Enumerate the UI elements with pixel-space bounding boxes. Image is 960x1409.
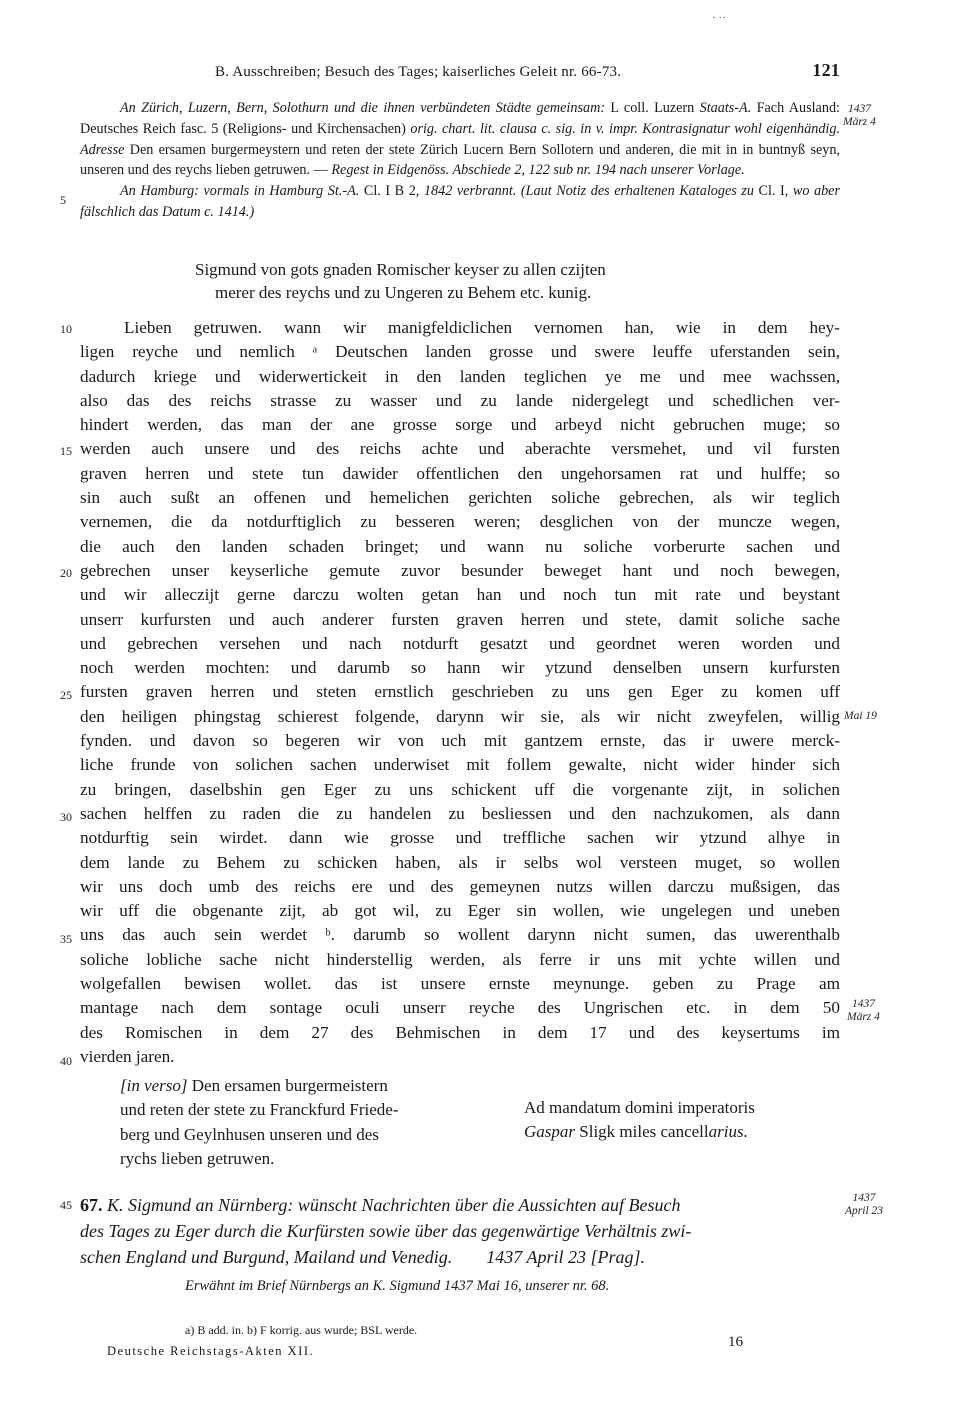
letter-line: wir uff die obgenante zijt, ab got wil, zu Eger sin wollen, wie ungelegen und uneben bbox=[80, 901, 840, 921]
letter-line: ligen reyche und nemlich ᵃ Deutschen landen grosse und swere leuffe uferstanden sein, bbox=[80, 342, 840, 362]
letter-line: hindert werden, das man der ane grosse sorge und arbeyd nicht gebruchen muge; so bbox=[80, 415, 840, 435]
letter-line: graven herren und stete tun dawider offentlichen den ungehorsamen rat und hulffe; so bbox=[80, 463, 840, 483]
letter-line: gebrechen unser keyserliche gemute zuvor besunder beweget hant und noch bewegen, bbox=[80, 560, 840, 580]
running-header bbox=[215, 60, 840, 81]
letter-line: wolgefallen bewisen wollet. das ist unsere ernste meynunge. geben zu Prage am bbox=[80, 974, 840, 994]
letter-line: werden auch unsere und des reichs achte und aberachte versmehet, und vil fursten bbox=[80, 439, 840, 459]
letter-line: mantage nach dem sontage oculi unserr reyche des Ungrischen etc. in dem 50 bbox=[80, 998, 840, 1018]
footer-title: Deutsche Reichstags-Akten XII. bbox=[107, 1344, 315, 1358]
margin-date-3: 1437 März 4 bbox=[847, 998, 880, 1023]
letter-line: des Romischen in dem 27 des Behmischen in dem 17 und des keysertums im bbox=[80, 1022, 840, 1042]
line-number-5: 5 bbox=[60, 193, 66, 207]
letter-line: die auch den landen schaden bringet; und wann nu soliche vorberurte sachen und bbox=[80, 536, 840, 556]
letter-body bbox=[80, 316, 840, 1069]
source-description bbox=[80, 98, 840, 223]
line-number-35: 35 bbox=[60, 932, 72, 946]
line-number-25: 25 bbox=[60, 688, 72, 702]
letter-line: fursten graven herren und steten ernstlich geschrieben zu uns gen Eger zu komen uff bbox=[80, 682, 840, 702]
margin-date-4: 1437 April 23 bbox=[845, 1192, 884, 1217]
letter-line: sin auch sußt an offenen und hemelichen gerichten soliche gebrechen, als wir teglich bbox=[80, 488, 840, 508]
footnotes: a) B add. in. b) F korrig. aus wurde; BSL werde. bbox=[185, 1323, 418, 1337]
line-number-45: 45 bbox=[60, 1198, 72, 1212]
intitulatio bbox=[195, 258, 755, 304]
line-number-10: 10 bbox=[60, 322, 72, 336]
entry-mention: Erwähnt im Brief Nürnbergs an K. Sigmund 1437 Mai 16, unserer nr. 68. bbox=[185, 1278, 610, 1294]
entry-number: 67. bbox=[80, 1195, 103, 1215]
entry-date: 1437 April 23 [Prag]. bbox=[486, 1247, 645, 1267]
letter-line: vernemen, die da notdurftiglich zu besseren weren; desglichen von der muncze wegen, bbox=[80, 512, 840, 532]
letter-line: fynden. und davon so begeren wir von uch mit gantzem ernste, das ir uwere merck- bbox=[80, 731, 840, 751]
letter-line: uns das auch sein werdet ᵇ. darumb so wollent darynn nicht sumen, das uwerenthalb bbox=[80, 925, 840, 945]
source-paragraph-2: An Hamburg: vormals in Hamburg St.-A. Cl. I B 2, 1842 verbrannt. (Laut Notiz des erhaltenen Kataloges zu Cl. I, wo aber fälschlich das Datum c. 1414.) bbox=[80, 183, 841, 220]
letter-line: notdurftig sein wirdet. dann wie grosse und treffliche sachen wir ytzund alhye in bbox=[80, 828, 840, 848]
letter-line: vierden jaren. bbox=[80, 1046, 175, 1066]
line-number-40: 40 bbox=[60, 1054, 72, 1068]
verso-address: [in verso] Den ersamen burgermeistern und reten der stete zu Franckfurd Friede- berg und Geylnhusen unseren und des rychs lieben getruwen. bbox=[120, 1076, 399, 1168]
letter-line: und wir alleczijt gerne darczu wolten getan han und noch tun mit rate und beystant bbox=[80, 585, 840, 605]
letter-line: unserr kurfursten und auch anderer fursten graven herren und stete, damit soliche sache bbox=[80, 609, 840, 629]
intitulatio-line-1: Sigmund von gots gnaden Romischer keyser zu allen czijten bbox=[195, 260, 606, 279]
source-paragraph-1: An Zürich, Luzern, Bern, Solothurn und die ihnen verbündeten Städte gemeinsam: L coll. Luzern Staats-A. Fach Ausland: Deutsches Reich fasc. 5 (Religions- und Kirchensachen) orig. chart. lit. clausa c. sig. in v. impr. Kontrasignatur wohl eigenhändig. Adresse Den ersamen burgermeystern und reten der stete Zürich Lucern Bern Sollotern und anderen, die mit in in buntnyß seyn, unseren und des reychs lieben getruwen. — Regest in Eidgenöss. Abschiede 2, 122 sub nr. 194 nach unserer Vorlage. bbox=[80, 100, 841, 179]
letter-line: den heiligen phingstag schierest folgende, darynn wir sie, als wir nicht zweyfelen, willig bbox=[80, 706, 840, 726]
letter-line: also das des reichs strasse zu wasser und zu lande nidergelegt und schedlichen ver- bbox=[80, 390, 840, 410]
letter-line: zu bringen, daselbshin gen Eger zu uns schickent uff die vorgenante zijt, in solichen bbox=[80, 779, 840, 799]
line-number-20: 20 bbox=[60, 566, 72, 580]
letter-line: soliche lobliche sache nicht hinderstellig werden, als ferre ir uns mit ychte willen und bbox=[80, 949, 840, 969]
letter-line: dadurch kriege und widerwertickeit in den landen teglichen ye me und mee wachssen, bbox=[80, 366, 840, 386]
letter-line: liche frunde von solichen sachen underwiset mit follem gewalte, nicht wider hinder sich bbox=[80, 755, 840, 775]
scan-marks: · ·· bbox=[712, 12, 726, 24]
letter-line: sachen helffen zu raden die zu handelen zu besliessen und den nachzukomen, als dann bbox=[80, 803, 840, 823]
running-title: B. Ausschreiben; Besuch des Tages; kaiserliches Geleit nr. 66-73. bbox=[215, 64, 622, 80]
subscriptio: Ad mandatum domini imperatoris Gaspar Sligk miles cancellarius. bbox=[524, 1098, 755, 1142]
letter-line: Lieben getruwen. wann wir manigfeldiclichen vernomen han, wie in dem hey- bbox=[124, 318, 840, 337]
margin-date-2: Mai 19 bbox=[844, 710, 877, 722]
next-entry-heading: 67. K. Sigmund an Nürnberg: wünscht Nachrichten über die Aussichten auf Besuch des Tages zu Eger durch die Kurfürsten sowie über das gegenwärtige Verhältnis zwi- schen England und Burgund, Mailand und Venedig. 1437 April 23 [Prag]. bbox=[80, 1195, 692, 1267]
line-number-30: 30 bbox=[60, 810, 72, 824]
intitulatio-line-2: merer des reychs und zu Ungeren zu Behem etc. kunig. bbox=[215, 283, 592, 302]
letter-line: dem lande zu Behem zu schicken haben, als ir selbs wol versteen muget, so wollen bbox=[80, 852, 840, 872]
letter-line: noch werden mochten: und darumb so hann wir ytzund denselben unsern kurfursten bbox=[80, 658, 840, 678]
verso-label: [in verso] bbox=[120, 1076, 188, 1095]
page-number: 121 bbox=[812, 60, 840, 80]
sheet-number: 16 bbox=[728, 1334, 743, 1350]
line-number-15: 15 bbox=[60, 444, 72, 458]
letter-line: wir uns doch umb des reichs ere und des gemeynen nutzs willen darczu mußsigen, das bbox=[80, 876, 840, 896]
margin-date-1: 1437 März 4 bbox=[843, 103, 876, 128]
letter-line: und gebrechen versehen und nach notdurft gesatzt und geordnet weren worden und bbox=[80, 633, 840, 653]
